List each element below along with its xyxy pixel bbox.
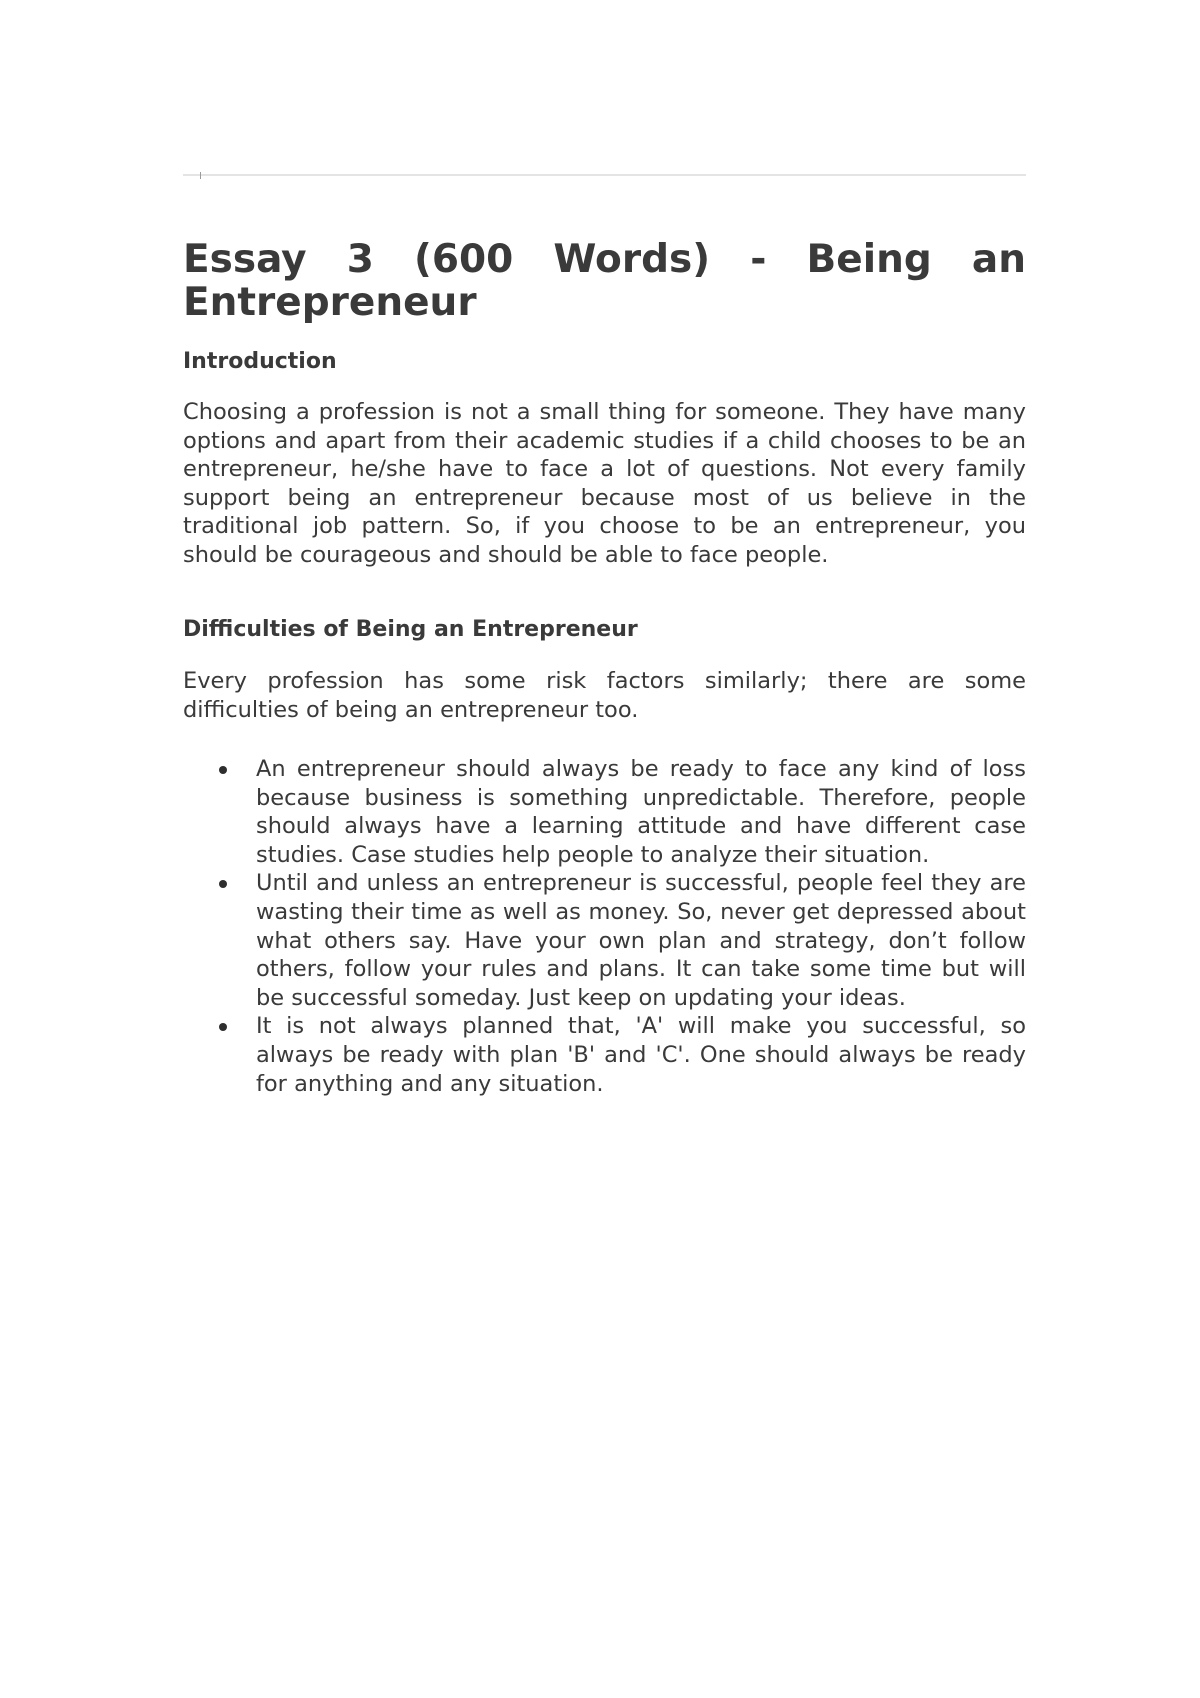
list-item bbox=[183, 1012, 1026, 1098]
difficulties-paragraph: Every profession has some risk factors similarly; there are some difficulties of being an entrepreneur too. bbox=[183, 668, 1026, 723]
list-item bbox=[183, 869, 1026, 1012]
section-heading-introduction: Introduction bbox=[183, 349, 337, 374]
list-item-text: An entrepreneur should always be ready to face any kind of loss because business is something unpredictable. Therefore, people should always have a learning attitude and have different case studies. Case studies help people to analyze their situation. bbox=[256, 756, 1026, 868]
list-item-text: Until and unless an entrepreneur is successful, people feel they are wasting their time as well as money. So, never get depressed about what others say. Have your own plan and strategy, don’t follow others, follow your rules and plans. It can take some time but will be successful someday. Just keep on updating your ideas. bbox=[256, 870, 1026, 1011]
essay-title: Essay 3 (600 Words) - Being an Entrepreneur bbox=[183, 237, 1026, 325]
header-rule bbox=[183, 174, 1026, 176]
bullet-icon bbox=[219, 880, 227, 888]
header-cursor-mark bbox=[200, 172, 201, 179]
list-item-text: It is not always planned that, 'A' will make you successful, so always be ready with plan 'B' and 'C'. One should always be ready for anything and any situation. bbox=[256, 1013, 1026, 1097]
difficulties-list bbox=[183, 755, 1026, 1098]
list-item bbox=[183, 755, 1026, 869]
bullet-icon bbox=[219, 766, 227, 774]
introduction-paragraph: Choosing a profession is not a small thing for someone. They have many options and apart from their academic studies if a child chooses to be an entrepreneur, he/she have to face a lot of questions. Not every family support being an entrepreneur because most of us believe in the traditional job pattern. So, if you choose to be an entrepreneur, you should be courageous and should be able to face people. bbox=[183, 399, 1026, 568]
section-heading-difficulties: Difficulties of Being an Entrepreneur bbox=[183, 617, 638, 642]
bullet-icon bbox=[219, 1023, 227, 1031]
